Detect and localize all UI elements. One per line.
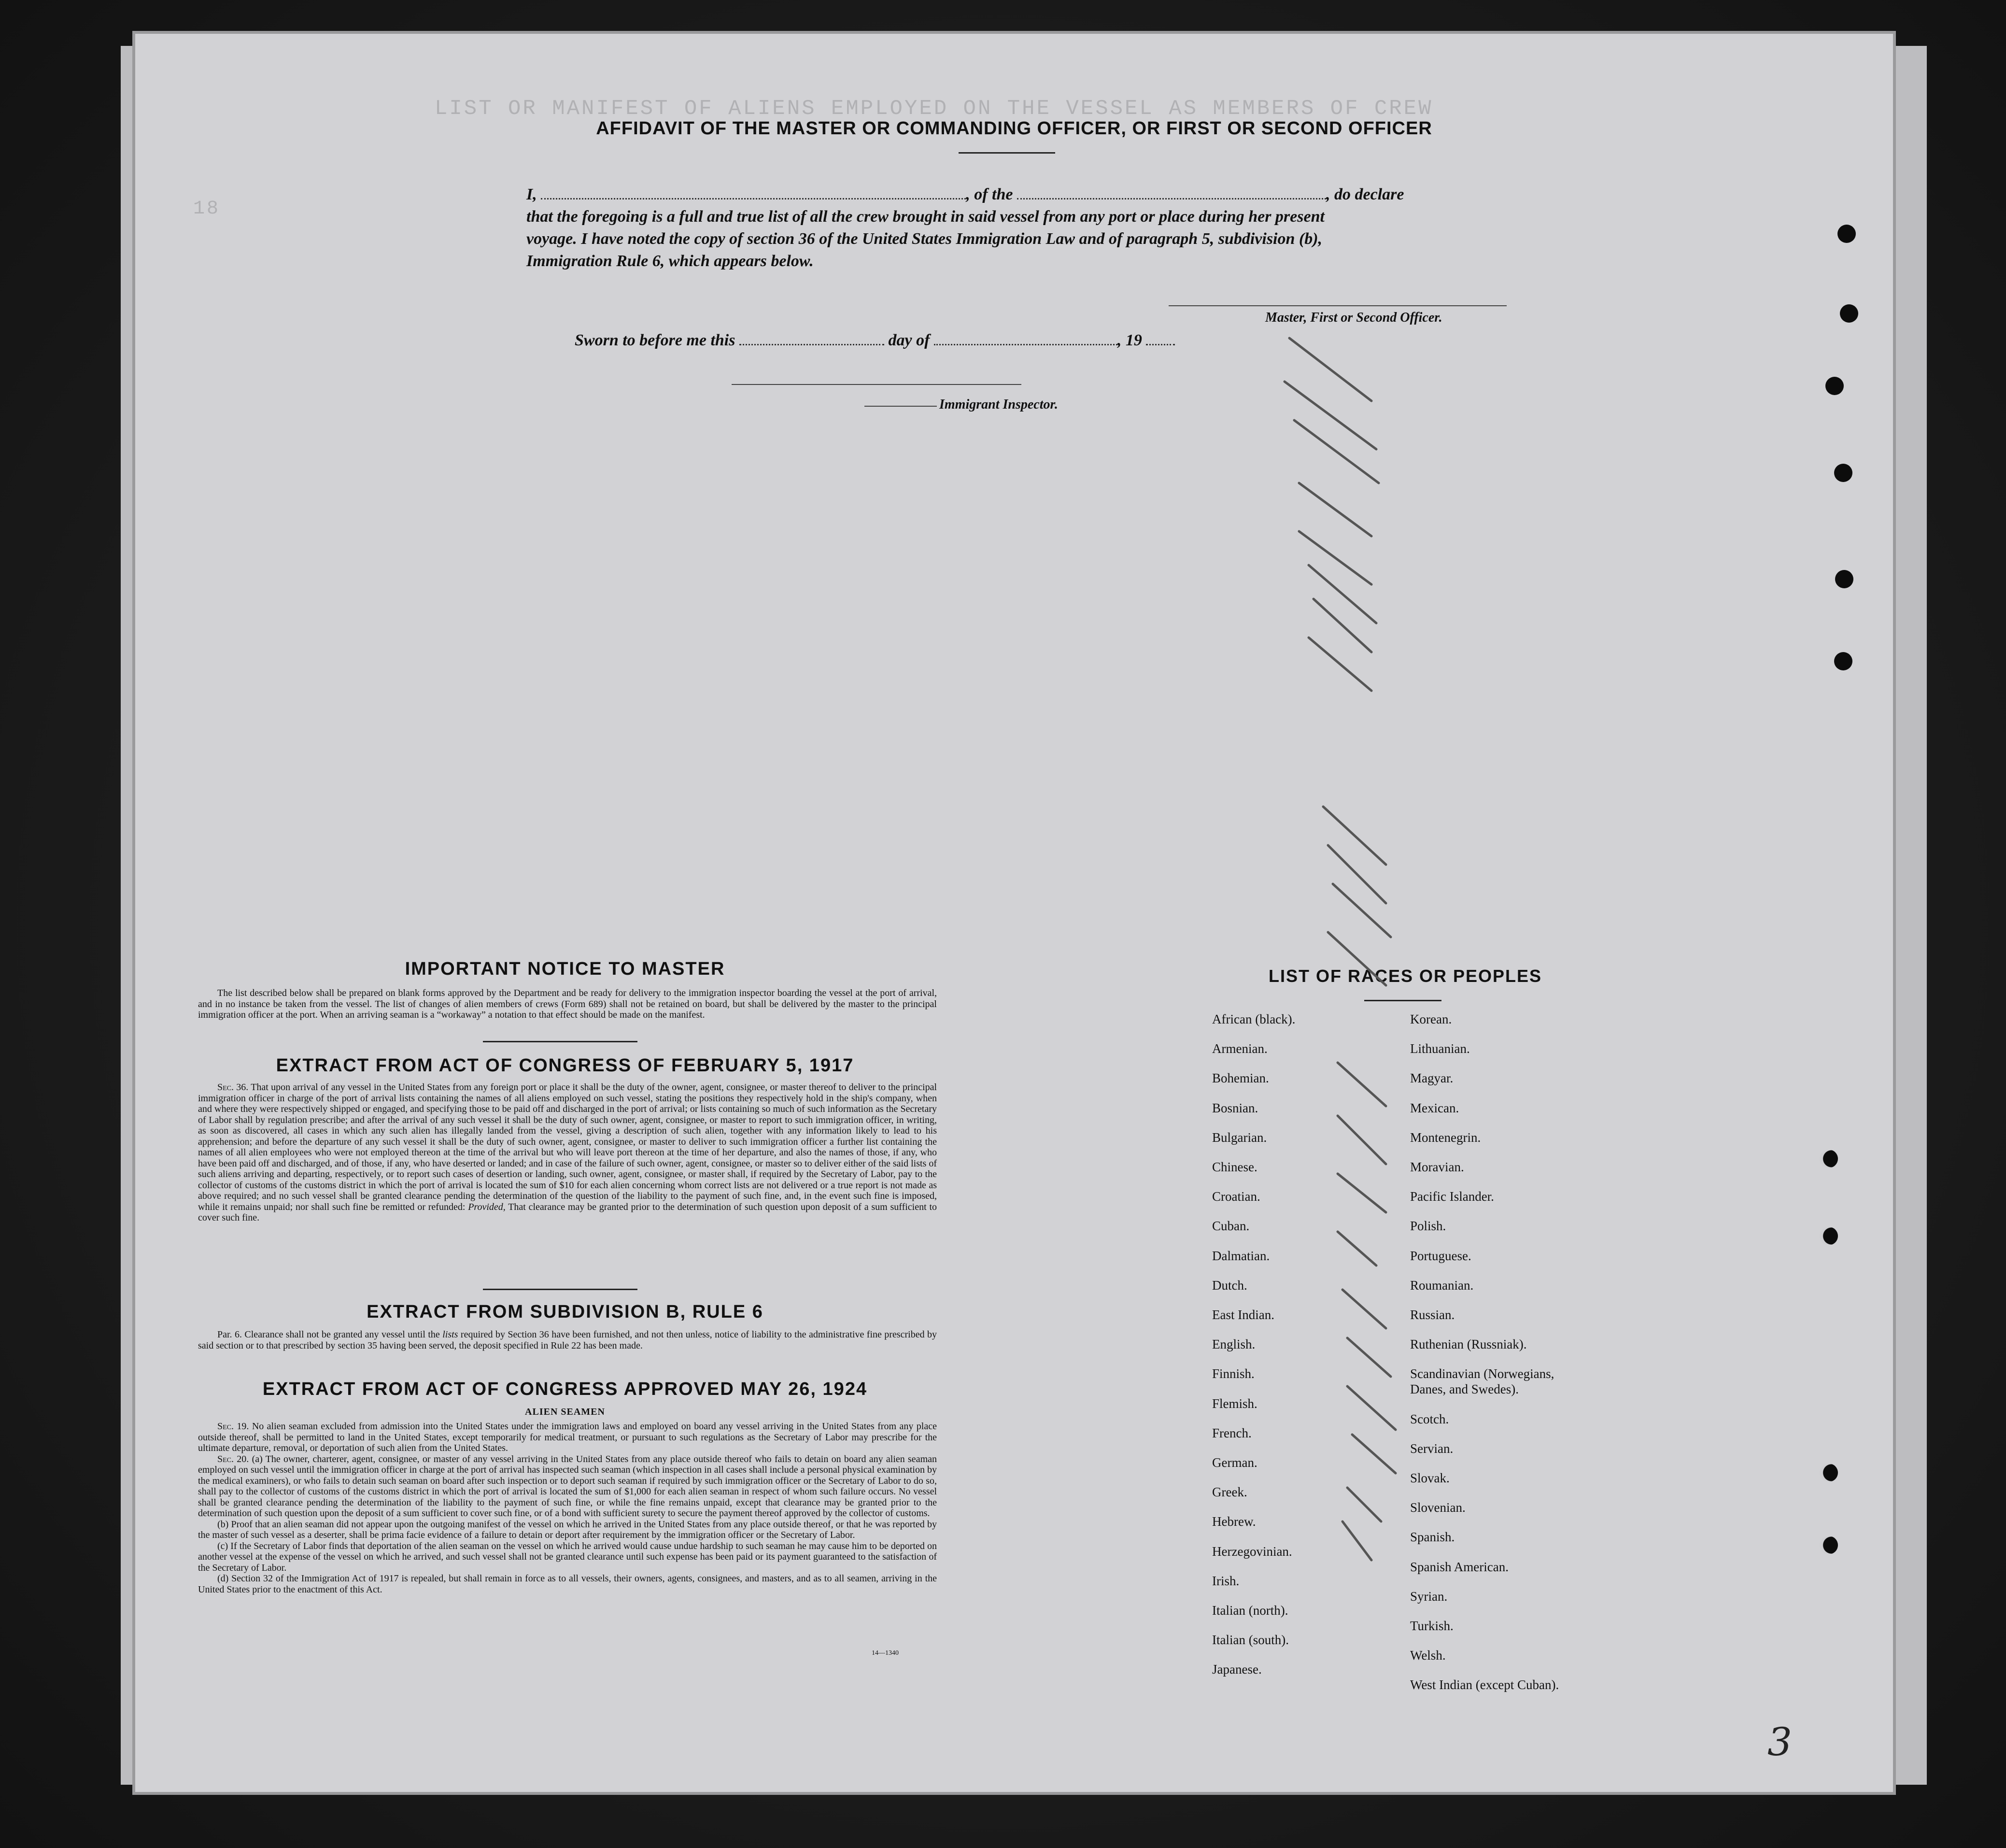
race-item: Flemish. bbox=[1212, 1396, 1257, 1411]
inspector-signature-line bbox=[732, 384, 1021, 385]
affidavit-line-3: voyage. I have noted the copy of section 36 of the United States Immigration Law and of paragraph 5, subdivision (b), bbox=[526, 230, 1323, 248]
sworn-date-blank bbox=[739, 333, 884, 345]
section-36-label: Sec. 36. bbox=[217, 1082, 249, 1093]
inspector-label: Immigrant Inspector. bbox=[939, 397, 1058, 412]
race-item: Cuban. bbox=[1212, 1219, 1250, 1234]
punch-hole bbox=[1820, 1150, 1838, 1168]
notice-title: IMPORTANT NOTICE TO MASTER bbox=[405, 959, 725, 979]
race-item: Bosnian. bbox=[1212, 1100, 1258, 1115]
race-item: Japanese. bbox=[1212, 1662, 1262, 1677]
section-20c-paragraph: (c) If the Secretary of Labor finds that deportation of the alien seaman on the vessel on which he arrived would cause undue hardship to such seaman he may cause him to be deported on another vessel at the expense of the vessel on which he arrived, and such vessel shall not be granted clearance until such expense has been paid or its payment guaranteed to the satisfaction of the Secretary of Labor. bbox=[198, 1540, 937, 1573]
race-item: Lithuanian. bbox=[1410, 1041, 1470, 1056]
sworn-line bbox=[575, 329, 1175, 352]
extract-1917-title: EXTRACT FROM ACT OF CONGRESS OF FEBRUARY 5, 1917 bbox=[276, 1055, 854, 1076]
race-item: Montenegrin. bbox=[1410, 1130, 1481, 1145]
race-item: African (black). bbox=[1212, 1012, 1296, 1026]
race-item: Herzegovinian. bbox=[1212, 1544, 1292, 1559]
affidavit-line-1 bbox=[526, 184, 1492, 206]
race-item: French. bbox=[1212, 1425, 1252, 1440]
notice-text: The list described below shall be prepared on blank forms approved by the Department and be ready for delivery to the immigration inspector boarding the vessel at the port of arrival, and in no instance be taken from the vessel. The list of changes of alien members of crews (Form 689) shall not be retained on board, but shall be delivered by the master to the principal immigration officer at the port. When an arriving seaman is a “workaway” a notation to that effect should be made on the manifest. bbox=[198, 988, 937, 1020]
race-item: Slovenian. bbox=[1410, 1500, 1466, 1515]
race-item: Polish. bbox=[1410, 1219, 1446, 1234]
race-item: Bulgarian. bbox=[1212, 1130, 1267, 1145]
race-item: Ruthenian (Russniak). bbox=[1410, 1337, 1527, 1352]
section-20b-paragraph: (b) Proof that an alien seaman did not appear upon the outgoing manifest of the vessel on which he arrived in the United States from any place outside thereof, or that he was reported by the master of such vessel as a deserter, shall be prima facie evidence of a failure to detain or deport after requirement by the immigration officer or the Secretary of Labor. bbox=[198, 1519, 937, 1540]
extract-rule6-body bbox=[198, 1329, 937, 1351]
manifest-back-page bbox=[135, 34, 1893, 1792]
race-item: Dutch. bbox=[1212, 1278, 1247, 1293]
rule-6-lists: lists bbox=[442, 1329, 458, 1340]
section-19-text: No alien seaman excluded from admission into the United States under the immigration laws and employed on board any vessel arriving in the United States from any place outside thereof, shall be permitted to land in the United States, except temporarily for medical treatment, or pursuant to such regulations as the Secretary of Labor may prescribe for the ultimate departure, removal, or deportation of such alien from the United States. bbox=[198, 1421, 937, 1453]
punch-hole bbox=[1820, 1227, 1838, 1245]
race-item: Portuguese. bbox=[1410, 1248, 1471, 1263]
race-item: Scandinavian (Norwegians, bbox=[1410, 1366, 1554, 1381]
race-item: Moravian. bbox=[1410, 1160, 1464, 1174]
race-item: Slovak. bbox=[1410, 1471, 1450, 1485]
sworn-year: , 19 bbox=[1117, 331, 1142, 349]
affidavit-line-2: that the foregoing is a full and true list of all the crew brought in said vessel from any port or place during her present bbox=[526, 208, 1325, 226]
punch-hole bbox=[1820, 1464, 1838, 1482]
sworn-day-of: day of bbox=[888, 331, 930, 349]
section-rule bbox=[483, 1289, 637, 1290]
race-item: Roumanian. bbox=[1410, 1278, 1474, 1293]
punch-hole bbox=[1840, 304, 1858, 323]
sworn-month-blank bbox=[934, 333, 1117, 345]
rule-6-paragraph bbox=[198, 1329, 937, 1351]
form-number: 14—1340 bbox=[872, 1649, 899, 1657]
punch-hole bbox=[1820, 1536, 1838, 1554]
section-19-paragraph bbox=[198, 1421, 937, 1454]
affidavit-i: I, bbox=[526, 185, 537, 203]
section-36-text: That upon arrival of any vessel in the United States from any foreign port or place it shall be the duty of the owner, agent, consignee, or master thereof to deliver to the principal immigration officer in charge of the port of arrival lists containing the names of all aliens employed on such vessel, stating the positions they respectively hold in the ship's company, when and where they were respectively shipped or engaged, and specifying those to be paid off and discharged in the port of arrival; or lists containing so much of such information as the Secretary of Labor shall by regulation prescribe; and after the arrival of any such vessel it shall be the duty of such owner, agent, consignee, or master to report to such immigration officer, in writing, as soon as discovered, all cases in which any such alien has illegally landed from the vessel, giving a description of such alien, together with any information likely to lead to his apprehension; and before the departure of any such vessel it shall be the duty of such owner, agent, consignee, or master to deliver to such immigration officer a further list containing the names of all alien employees who were not employed thereon at the time of the arrival but who will leave port thereon at the time of her departure, and also the names of those, if any, who have been paid off and discharged, and of those, if any, who have deserted or landed; and in case of the failure of such owner, agent, consignee, or master so to deliver either of the said lists of such aliens arriving and departing, respectively, or to report such cases of desertion or landing, such owner, agent, consignee, or master shall, if required by the Secretary of Labor, pay to the collector of customs of the customs district in which the port of arrival is located the sum of $10 for each alien concerning whom correct lists are not delivered or a true report is not made as above required; and no such vessel shall be granted clearance pending the determination of the question of the liability to the payment of such fine, and, in the event such fine is imposed, while it remains unpaid; nor shall such fine be remitted or refunded: bbox=[198, 1082, 937, 1212]
race-item: Russian. bbox=[1410, 1308, 1455, 1322]
master-signature-label: Master, First or Second Officer. bbox=[1265, 310, 1442, 325]
section-rule bbox=[483, 1041, 637, 1042]
race-item: Greek. bbox=[1212, 1485, 1247, 1500]
race-item: Spanish American. bbox=[1410, 1559, 1509, 1574]
race-item: Spanish. bbox=[1410, 1530, 1455, 1545]
races-title: LIST OF RACES OR PEOPLES bbox=[1268, 966, 1542, 986]
race-item: East Indian. bbox=[1212, 1308, 1274, 1322]
race-item: Pacific Islander. bbox=[1410, 1189, 1494, 1204]
race-item: Dalmatian. bbox=[1212, 1248, 1270, 1263]
race-item: Armenian. bbox=[1212, 1041, 1268, 1056]
bleed-through-text: 18 bbox=[193, 198, 221, 220]
alien-seamen-subtitle: ALIEN SEAMEN bbox=[525, 1407, 605, 1417]
punch-hole bbox=[1834, 464, 1852, 482]
race-item: Italian (south). bbox=[1212, 1633, 1289, 1648]
section-20a-paragraph bbox=[198, 1454, 937, 1519]
punch-hole bbox=[1835, 570, 1853, 588]
section-20a-text: (a) The owner, charterer, agent, consignee, or master of any vessel arriving in the United States from any place outside thereof who fails to detain on board any alien seaman employed on such vessel until the immigration officer in charge at the port of arrival has inspected such seaman (which inspection in all cases shall include a personal physical examination by the medical examiners), or who fails to detain such seaman on board after such inspection or to deport such seaman if required by such immigration officer or the Secretary of Labor to do so, shall pay to the collector of customs of the customs district in which the port of arrival is located the sum of $1,000 for each alien seaman in respect of whom such failure occurs. No vessel shall be granted clearance pending the determination of the liability to the payment of such fine, or while the fine remains unpaid, except that clearance may be granted prior to the determination of such question upon the deposit of a sum sufficient to cover such fine, or of a bond with sufficient surety to secure the payment thereof approved by the collector of customs. bbox=[198, 1453, 937, 1519]
section-19-label: Sec. 19. bbox=[217, 1421, 249, 1432]
master-name-blank bbox=[541, 187, 966, 199]
handwritten-page-number: 3 bbox=[1767, 1720, 1792, 1764]
handwritten-tally-marks bbox=[1212, 324, 1550, 1628]
race-item: Servian. bbox=[1410, 1441, 1454, 1456]
extract-1924-title: EXTRACT FROM ACT OF CONGRESS APPROVED MAY 26, 1924 bbox=[262, 1379, 868, 1399]
race-item: Bohemian. bbox=[1212, 1071, 1269, 1086]
inspector-signature-line-2 bbox=[864, 406, 937, 407]
race-item: Hebrew. bbox=[1212, 1514, 1256, 1529]
notice-body bbox=[198, 988, 937, 1021]
race-item: Korean. bbox=[1410, 1012, 1452, 1026]
vessel-name-blank bbox=[1017, 187, 1326, 199]
provided-label: Provided, bbox=[468, 1201, 506, 1212]
punch-hole bbox=[1837, 225, 1856, 243]
race-item: Mexican. bbox=[1410, 1100, 1459, 1115]
sworn-prefix: Sworn to before me this bbox=[575, 331, 735, 349]
race-item: Irish. bbox=[1212, 1573, 1240, 1588]
race-item: Turkish. bbox=[1410, 1619, 1454, 1633]
race-item: Danes, and Swedes). bbox=[1410, 1382, 1519, 1397]
rule-6-prefix: Par. 6. Clearance shall not be granted any vessel until the bbox=[217, 1329, 440, 1340]
provided-text: That clearance may be granted prior to the determination of such question upon deposit of a sum sufficient to cover such fine. bbox=[198, 1201, 937, 1223]
race-item: Scotch. bbox=[1410, 1411, 1449, 1426]
race-item: Magyar. bbox=[1410, 1071, 1454, 1086]
bleed-through-text: LIST OR MANIFEST OF ALIENS EMPLOYED ON THE VESSEL AS MEMBERS OF CREW bbox=[435, 97, 1433, 121]
race-item: Croatian. bbox=[1212, 1189, 1260, 1204]
extract-rule6-title: EXTRACT FROM SUBDIVISION B, RULE 6 bbox=[367, 1302, 763, 1322]
rule-6-rest: required by Section 36 have been furnished, and not then unless, notice of liability to the administrative fine prescribed by said section or to that prescribed by section 35 having been served, the deposit specified in Rule 22 has been made. bbox=[198, 1329, 937, 1351]
punch-hole bbox=[1825, 377, 1844, 395]
race-item: Finnish. bbox=[1212, 1366, 1255, 1381]
race-item: German. bbox=[1212, 1455, 1257, 1470]
sworn-year-blank bbox=[1146, 333, 1175, 345]
race-item: English. bbox=[1212, 1337, 1256, 1352]
extract-1924-body bbox=[198, 1421, 937, 1595]
race-item: Chinese. bbox=[1212, 1160, 1257, 1174]
race-item: West Indian (except Cuban). bbox=[1410, 1677, 1559, 1692]
race-item: Syrian. bbox=[1410, 1589, 1448, 1604]
section-36-paragraph bbox=[198, 1082, 937, 1223]
title-rule bbox=[959, 152, 1055, 154]
section-20d-paragraph: (d) Section 32 of the Immigration Act of 1917 is repealed, but shall remain in force as to all vessels, their owners, agents, consignees, and masters, and as to all seamen, arriving in the United States prior to the enactment of this Act. bbox=[198, 1573, 937, 1595]
affidavit-of-the: , of the bbox=[966, 185, 1013, 203]
affidavit-do-declare: , do declare bbox=[1326, 185, 1404, 203]
punch-hole bbox=[1834, 652, 1852, 670]
affidavit-title: AFFIDAVIT OF THE MASTER OR COMMANDING OFFICER, OR FIRST OR SECOND OFFICER bbox=[596, 118, 1432, 139]
race-item: Welsh. bbox=[1410, 1648, 1446, 1663]
master-signature-line bbox=[1169, 305, 1507, 306]
extract-1917-body bbox=[198, 1082, 937, 1223]
race-item: Italian (north). bbox=[1212, 1603, 1288, 1618]
section-20-label: Sec. 20. bbox=[217, 1453, 249, 1464]
affidavit-line-4: Immigration Rule 6, which appears below. bbox=[526, 252, 814, 270]
